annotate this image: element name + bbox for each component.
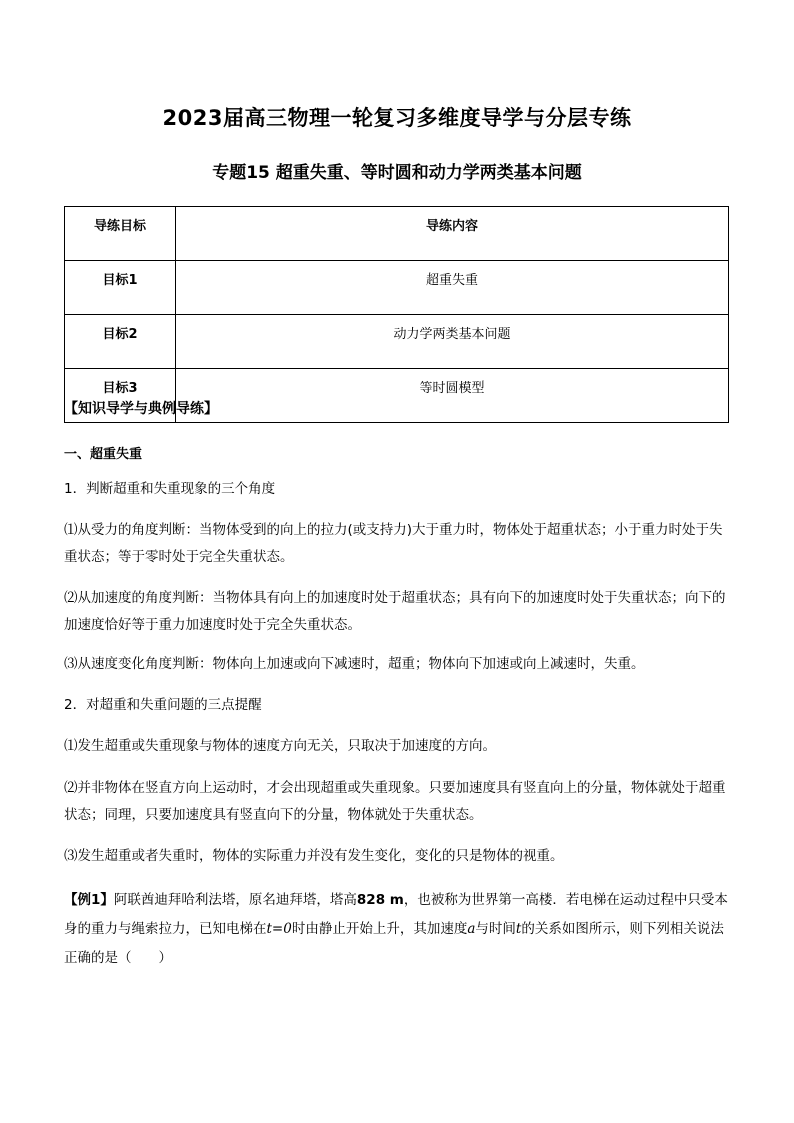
example-text: ，也被称为世界第一高楼．若电梯在运动过程中只受本身的重力与绳索拉力，已知电梯在 — [64, 892, 728, 937]
item-1: 1．判断超重和失重现象的三个角度 — [64, 481, 276, 497]
section-heading-guide: 【知识导学与典例导练】 — [64, 401, 218, 417]
goals-table — [64, 206, 729, 423]
document-subtitle: 专题15 超重失重、等时圆和动力学两类基本问题 — [212, 163, 582, 183]
table-cell-goal: 目标3 — [65, 369, 176, 423]
table-row — [65, 261, 729, 315]
section-heading-1: 一、超重失重 — [64, 447, 143, 462]
example-t0: t=0 — [266, 921, 292, 937]
example-t: t — [515, 921, 522, 937]
document-title: 2023届高三物理一轮复习多维度导学与分层专练 — [162, 106, 632, 130]
table-cell-content: 超重失重 — [176, 261, 729, 315]
example-text: 与时间 — [475, 921, 516, 937]
paragraph-4: ⑴发生超重或失重现象与物体的速度方向无关，只取决于加速度的方向。 — [64, 738, 496, 754]
paragraph-1: ⑴从受力的角度判断：当物体受到的向上的拉力(或支持力)大于重力时，物体处于超重状态；小于重力时处于失重状态；等于零时处于完全失重状态。 — [64, 522, 723, 565]
example-label: 【例1】 — [64, 892, 114, 908]
example-text: 时由静止开始上升，其加速度 — [291, 921, 468, 937]
example-a: a — [467, 921, 476, 937]
paragraph-2: ⑵从加速度的角度判断：当物体具有向上的加速度时处于超重状态；具有向下的加速度时处于失重状态；向下的加速度恰好等于重力加速度时处于完全失重状态。 — [64, 590, 726, 633]
example-1 — [64, 886, 734, 973]
table-cell-goal: 目标1 — [65, 261, 176, 315]
table-cell-content: 等时圆模型 — [176, 369, 729, 423]
table-header-cell: 导练内容 — [176, 207, 729, 261]
item-2: 2．对超重和失重问题的三点提醒 — [64, 697, 262, 713]
paragraph-6: ⑶发生超重或者失重时，物体的实际重力并没有发生变化，变化的只是物体的视重。 — [64, 848, 564, 864]
table-header-row — [65, 207, 729, 261]
table-cell-content: 动力学两类基本问题 — [176, 315, 729, 369]
example-text: 阿联酋迪拜哈利法塔，原名迪拜塔，塔高 — [113, 892, 357, 908]
table-row — [65, 315, 729, 369]
example-height: 828 m — [356, 892, 404, 908]
table-cell-goal: 目标2 — [65, 315, 176, 369]
example-text: 的关系如图所示，则下列相关说法正确的是（ ） — [64, 921, 724, 966]
paragraph-3: ⑶从速度变化角度判断：物体向上加速或向下减速时，超重；物体向下加速或向上减速时，失重。 — [64, 656, 645, 672]
paragraph-5: ⑵并非物体在竖直方向上运动时，才会出现超重或失重现象。只要加速度具有竖直向上的分量，物体就处于超重状态；同理，只要加速度具有竖直向下的分量，物体就处于失重状态。 — [64, 780, 726, 823]
table-header-cell: 导练目标 — [65, 207, 176, 261]
